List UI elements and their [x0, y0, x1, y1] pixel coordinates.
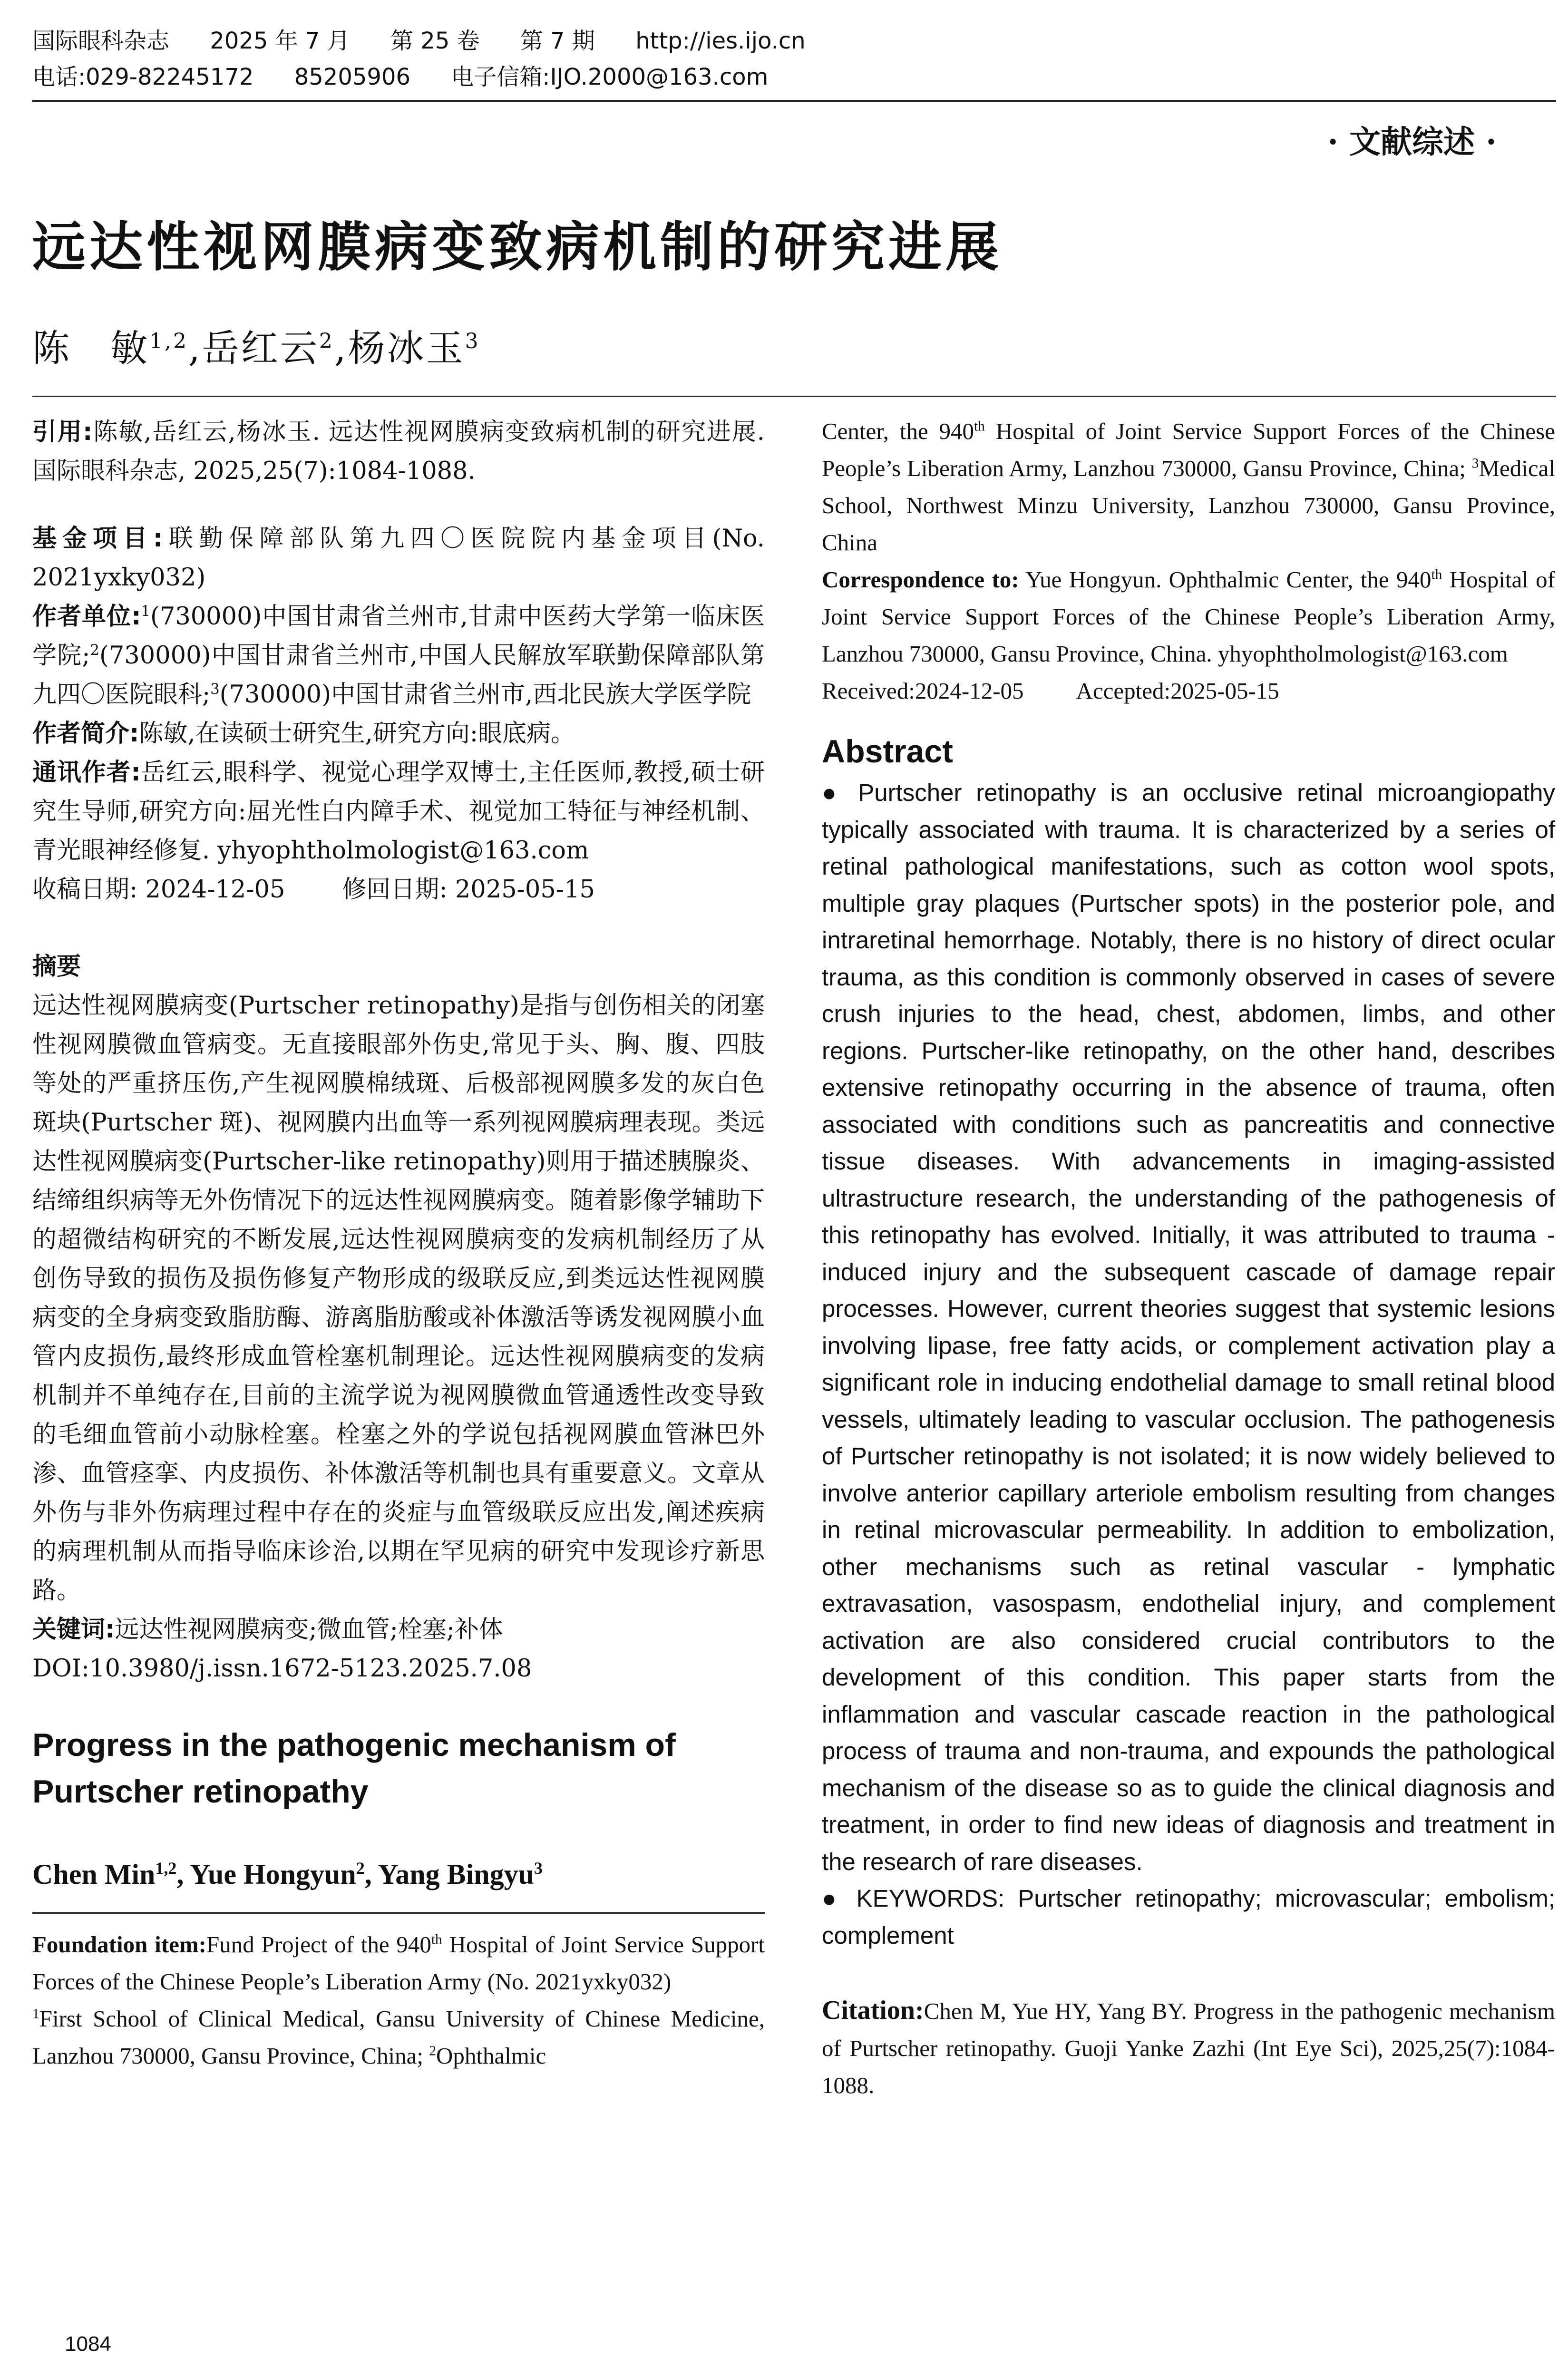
- article-title-en: Progress in the pathogenic mechanism of Purtscher retinopathy: [32, 1727, 676, 1810]
- revised-cn: 修回日期: 2025-05-15: [342, 876, 595, 904]
- affil-en-sup-1: 1: [32, 2006, 39, 2022]
- author-1-cn-sup: 1,2: [149, 329, 188, 353]
- affiliation-en: [32, 2000, 765, 2075]
- author-3-en: Yang Bingyu: [378, 1859, 535, 1890]
- doi[interactable]: DOI:10.3980/j.issn.1672-5123.2025.7.08: [32, 1655, 532, 1683]
- received-cn: 收稿日期: 2024-12-05: [32, 876, 285, 904]
- keywords-cn: [32, 1610, 765, 1649]
- journal-phone: 电话:029-82245172: [32, 64, 254, 90]
- citation-cn: [32, 413, 765, 491]
- citation-en-text: Chen M, Yue HY, Yang BY. Progress in the pathogenic mechanism of Purtscher retinopathy. Guoji Yanke Zazhi (Int Eye Sci), 2025,25(7):1084-1088.: [822, 1998, 1555, 2098]
- keywords-en: ● KEYWORDS: Purtscher retinopathy; microvascular; embolism; complement: [822, 1885, 1555, 1949]
- journal-url[interactable]: http://ies.ijo.cn: [635, 28, 806, 54]
- author-1-en-sup: 1,2: [155, 1859, 177, 1878]
- issue: 第 7 期: [520, 28, 595, 54]
- affiliation-en-3: Medical School, Northwest Minzu University, Lanzhou 730000, Gansu Province, China: [822, 455, 1555, 555]
- issue-date: 2025 年 7 月: [210, 28, 350, 54]
- fund-cn-text: 联勤保障部队第九四〇医院院内基金项目(No. 2021yxky032): [32, 525, 765, 592]
- affiliation-en-continued: [822, 413, 1555, 561]
- author-2-en: Yue Hongyun: [190, 1859, 356, 1890]
- accepted-en: Accepted:2025-05-15: [1076, 678, 1279, 704]
- author-2-cn: 岳红云: [202, 327, 319, 370]
- authors-rule: [32, 396, 1556, 397]
- fund-cn: [32, 519, 765, 597]
- affil-sup-1: 1: [141, 603, 150, 620]
- author-bio-cn-text: 陈敏,在读硕士研究生,研究方向:眼底病。: [139, 720, 575, 748]
- correspondence-en-sup: th: [1431, 567, 1442, 583]
- keywords-cn-label: 关键词:: [32, 1616, 115, 1644]
- citation-cn-text: 陈敏,岳红云,杨冰玉. 远达性视网膜病变致病机制的研究进展. 国际眼科杂志, 2025,25(7):1084-1088.: [32, 418, 765, 485]
- affiliation-en-cont-post: Hospital of Joint Service Support Forces of the Chinese People’s Liberation Army, Lanzhou 730000, Gansu Province, China;: [822, 418, 1556, 481]
- author-3-cn-sup: 3: [465, 329, 480, 353]
- journal-email: 电子信箱:IJO.2000@163.com: [451, 64, 769, 90]
- section-tag: · 文献综述 ·: [1327, 123, 1497, 160]
- affiliation-cn-2: (730000)中国甘肃省兰州市,中国人民解放军联勤保障部队第九四〇医院眼科;: [32, 642, 765, 709]
- journal-header: [32, 23, 1554, 95]
- authors-cn: 陈 敏$^{1,2}$,岳红云$^2$,杨冰玉$^3$: [32, 327, 480, 370]
- affiliation-en-2: Ophthalmic: [436, 2043, 546, 2069]
- affiliation-en-1: First School of Clinical Medical, Gansu University of Chinese Medicine, Lanzhou 730000, Gansu Province, China;: [32, 2006, 765, 2069]
- author-3-cn: 杨冰玉: [348, 327, 465, 370]
- journal-name: 国际眼科杂志: [32, 28, 170, 54]
- fund-cn-label: 基金项目:: [32, 525, 163, 553]
- affiliation-cn: [32, 597, 765, 714]
- author-bio-cn-label: 作者简介:: [32, 720, 139, 748]
- header-rule: [32, 100, 1556, 102]
- author-1-en: Chen Min: [32, 1859, 156, 1890]
- affil-en-cont-sup: th: [974, 419, 985, 434]
- citation-cn-label: 引用:: [32, 418, 93, 446]
- author-bio-cn: [32, 714, 765, 753]
- abstract-en-text: ● Purtscher retinopathy is an occlusive retinal microangiopathy typically associated with trauma. It is characterized by a series of retinal pathological manifestations, such as cotton wool spots, multiple gray plaques (Purtscher spots) in the posterior pole, and intraretinal hemorrhage. Notably, there is no history of direct ocular trauma, as this condition is commonly observed in cases of severe crush injuries to the head, chest, abdomen, limbs, and other regions. Purtscher-like retinopathy, on the other hand, describes extensive retinopathy occurring in the absence of trauma, often associated with conditions such as pancreatitis and connective tissue diseases. With advancements in imaging-assisted ultrastructure research, the understanding of the pathogenesis of this retinopathy has evolved. Initially, it was attributed to trauma - induced injury and the subsequent cascade of damage repair processes. However, current theories suggest that systemic lesions involving lipase, free fatty acids, or complement activation play a significant role in inducing endothelial damage to small retinal blood vessels, ultimately leading to vascular occlusion. The pathogenesis of Purtscher retinopathy is not isolated; it is now widely believed to involve anterior capillary arteriole embolism resulting from changes in retinal microvascular permeability. In addition to embolization, other mechanisms such as retinal vascular - lymphatic extravasation, vasospasm, endothelial injury, and complement activation are also considered crucial contributors to the development of this condition. This paper starts from the inflammation and vascular cascade reaction in the pathological process of trauma and non-trauma, and expounds the pathological mechanism of the disease so as to guide the clinical diagnosis and treatment, in order to find new ideas of diagnosis and treatment in the research of rare diseases.: [822, 779, 1555, 1875]
- affil-en-sup-2: 2: [429, 2043, 436, 2059]
- affil-sup-3: 3: [210, 681, 220, 698]
- abstract-en-heading: Abstract: [822, 733, 953, 770]
- dates-en: [822, 672, 1555, 710]
- journal-phone-2: 85205906: [294, 64, 411, 90]
- volume: 第 25 卷: [390, 28, 480, 54]
- foundation-en: [32, 1926, 765, 2000]
- correspondence-cn-label: 通讯作者:: [32, 759, 141, 787]
- foundation-en-sup: th: [431, 1932, 442, 1948]
- right-column: [822, 413, 1555, 2104]
- foundation-en-label: Foundation item:: [32, 1931, 206, 1958]
- citation-en-label: Citation:: [822, 1996, 924, 2025]
- authors-en: Chen Min$^{1,2}$, Yue Hongyun$^2$, Yang Bingyu$^3$: [32, 1859, 543, 1890]
- affil-en-sup-3: 3: [1471, 456, 1479, 471]
- keywords-cn-text: 远达性视网膜病变;微血管;栓塞;补体: [115, 1616, 503, 1644]
- left-column: [32, 413, 765, 2075]
- dates-cn: [32, 870, 765, 909]
- author-1-cn: 陈 敏: [32, 327, 150, 370]
- journal-header-line-1: [32, 23, 1554, 59]
- authors-en-rule: [32, 1912, 765, 1914]
- correspondence-cn-text: 岳红云,眼科学、视觉心理学双博士,主任医师,教授,硕士研究生导师,研究方向:屈光性白内障手术、视觉加工特征与神经机制、青光眼神经修复. yhyophtholmologist@163.com: [32, 759, 765, 865]
- received-en: Received:2024-12-05: [822, 678, 1024, 704]
- foundation-en-text-pre: Fund Project of the 940: [206, 1931, 431, 1958]
- foundation-en-text-post: Hospital of Joint Service Support Forces of the Chinese People’s Liberation Army (No. 2021yxky032): [32, 1931, 765, 1995]
- affil-sup-2: 2: [90, 642, 99, 659]
- abstract-cn-label: 摘要: [32, 953, 81, 981]
- journal-header-line-2: [32, 59, 1554, 95]
- affiliation-en-cont-pre: Center, the 940: [822, 418, 974, 444]
- article-title-cn: 远达性视网膜病变致病机制的研究进展: [32, 216, 1003, 278]
- page-number: 1084: [65, 2332, 111, 2356]
- affiliation-cn-label: 作者单位:: [32, 603, 141, 631]
- correspondence-en-post: Hospital of Joint Service Support Forces of the Chinese People’s Liberation Army, Lanzhou 730000, Gansu Province, China. yhyophtholmologist@163.com: [822, 566, 1555, 667]
- correspondence-en-label: Correspondence to:: [822, 566, 1019, 593]
- abstract-cn-text: 远达性视网膜病变(Purtscher retinopathy)是指与创伤相关的闭塞性视网膜微血管病变。无直接眼部外伤史,常见于头、胸、腹、四肢等处的严重挤压伤,产生视网膜棉绒斑、后极部视网膜多发的灰白色斑块(Purtscher 斑)、视网膜内出血等一系列视网膜病理表现。类远达性视网膜病变(Purtscher-like retinopathy)则用于描述胰腺炎、结缔组织病等无外伤情况下的远达性视网膜病变。随着影像学辅助下的超微结构研究的不断发展,远达性视网膜病变的发病机制经历了从创伤导致的损伤及损伤修复产物形成的级联反应,到类远达性视网膜病变的全身病变致脂肪酶、游离脂肪酸或补体激活等诱发视网膜小血管内皮损伤,最终形成血管栓塞机制理论。远达性视网膜病变的发病机制并不单纯存在,目前的主流学说为视网膜微血管通透性改变导致的毛细血管前小动脉栓塞。栓塞之外的学说包括视网膜血管淋巴外渗、血管痉挛、内皮损伤、补体激活等机制也具有重要意义。文章从外伤与非外伤病理过程中存在的炎症与血管级联反应出发,阐述疾病的病理机制从而指导临床诊治,以期在罕见病的研究中发现诊疗新思路。: [32, 992, 765, 1605]
- affiliation-cn-1: (730000)中国甘肃省兰州市,甘肃中医药大学第一临床医学院;: [32, 603, 765, 670]
- author-3-en-sup: 3: [534, 1859, 543, 1878]
- correspondence-cn: [32, 753, 765, 870]
- author-2-en-sup: 2: [356, 1859, 365, 1878]
- citation-en: [822, 1992, 1555, 2104]
- correspondence-en: [822, 561, 1555, 672]
- correspondence-en-pre: Yue Hongyun. Ophthalmic Center, the 940: [1019, 566, 1432, 593]
- affiliation-cn-3: (730000)中国甘肃省兰州市,西北民族大学医学院: [219, 681, 751, 709]
- author-2-cn-sup: 2: [319, 329, 334, 353]
